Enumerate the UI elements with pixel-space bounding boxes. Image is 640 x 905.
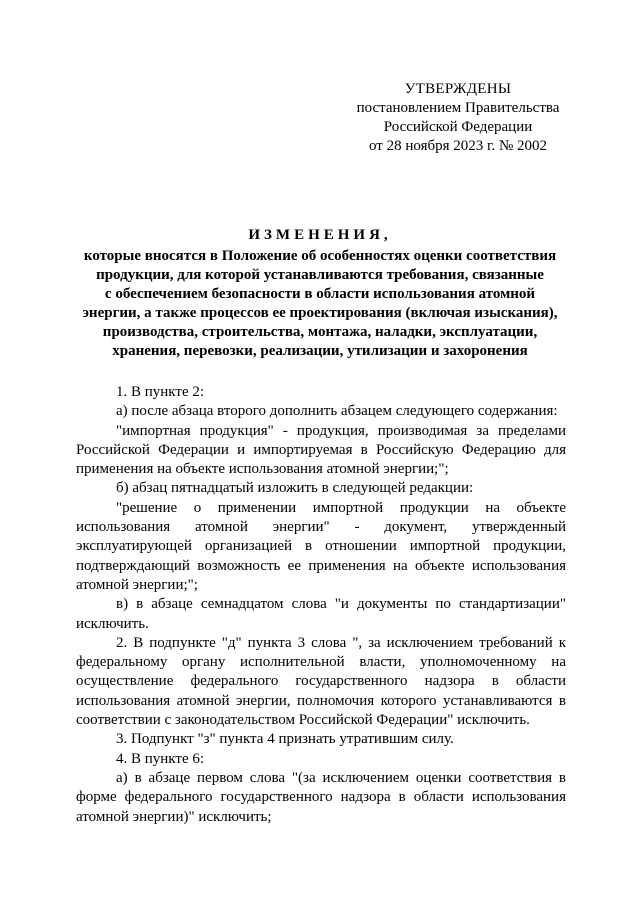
subtitle-line: продукции, для которой устанавливаются требования, связанные (96, 267, 544, 283)
paragraph: а) после абзаца второго дополнить абзацем следующего содержания: (116, 403, 558, 420)
approval-line-1: постановлением Правительства (356, 100, 560, 116)
approval-line-2: Российской Федерации (383, 119, 533, 135)
document-heading: ИЗМЕНЕНИЯ, (248, 227, 392, 243)
document-body (76, 383, 566, 827)
approval-block (330, 80, 586, 156)
subtitle-line: с обеспечением безопасности в области использования атомной (104, 286, 536, 302)
subtitle-line: хранения, перевозки, реализации, утилизации и захоронения (112, 343, 528, 359)
paragraph: 2. В подпункте "д" пункта 3 слова ", за исключением требований к федеральному органу исполнительной власти, уполномоченному на осуществление федерального государственного надзора в области использования атомной энергии, полномочия которого устанавливаются в соответствии с законодательством Российской Федерации" исключить. (76, 634, 566, 729)
paragraph: 4. В пункте 6: (116, 750, 205, 767)
paragraph: "импортная продукция" - продукция, производимая за пределами Российской Федерации и импортируемая в Российскую Федерацию для применения на объекте использования атомной энергии;"; (76, 422, 566, 478)
paragraph: 1. В пункте 2: (116, 384, 205, 400)
approval-label: УТВЕРЖДЕНЫ (404, 81, 512, 97)
document-subtitle (60, 247, 580, 361)
paragraph: в) в абзаце семнадцатом слова "и документы по стандартизации" исключить. (76, 596, 566, 632)
approval-line-3: от 28 ноября 2023 г. № 2002 (368, 138, 548, 154)
paragraph: "решение о применении импортной продукции на объекте использования атомной энергии" - документ, утвержденный эксплуатирующей организацией в отношении импортной продукции, подтверждающий возможность ее применения на объекте использования атомной энергии;"; (76, 499, 566, 593)
paragraph: б) абзац пятнадцатый изложить в следующей редакции: (116, 480, 474, 497)
subtitle-line: производства, строительства, монтажа, наладки, эксплуатации, (102, 324, 538, 340)
paragraph: 3. Подпункт "з" пункта 4 признать утратившим силу. (116, 731, 454, 748)
subtitle-line: которые вносятся в Положение об особенностях оценки соответствия (83, 248, 557, 264)
subtitle-line: энергии, а также процессов ее проектирования (включая изыскания), (82, 305, 558, 321)
paragraph: а) в абзаце первом слова "(за исключением оценки соответствия в форме федерального государственного надзора в области использования атомной энергии)" исключить; (76, 769, 566, 825)
